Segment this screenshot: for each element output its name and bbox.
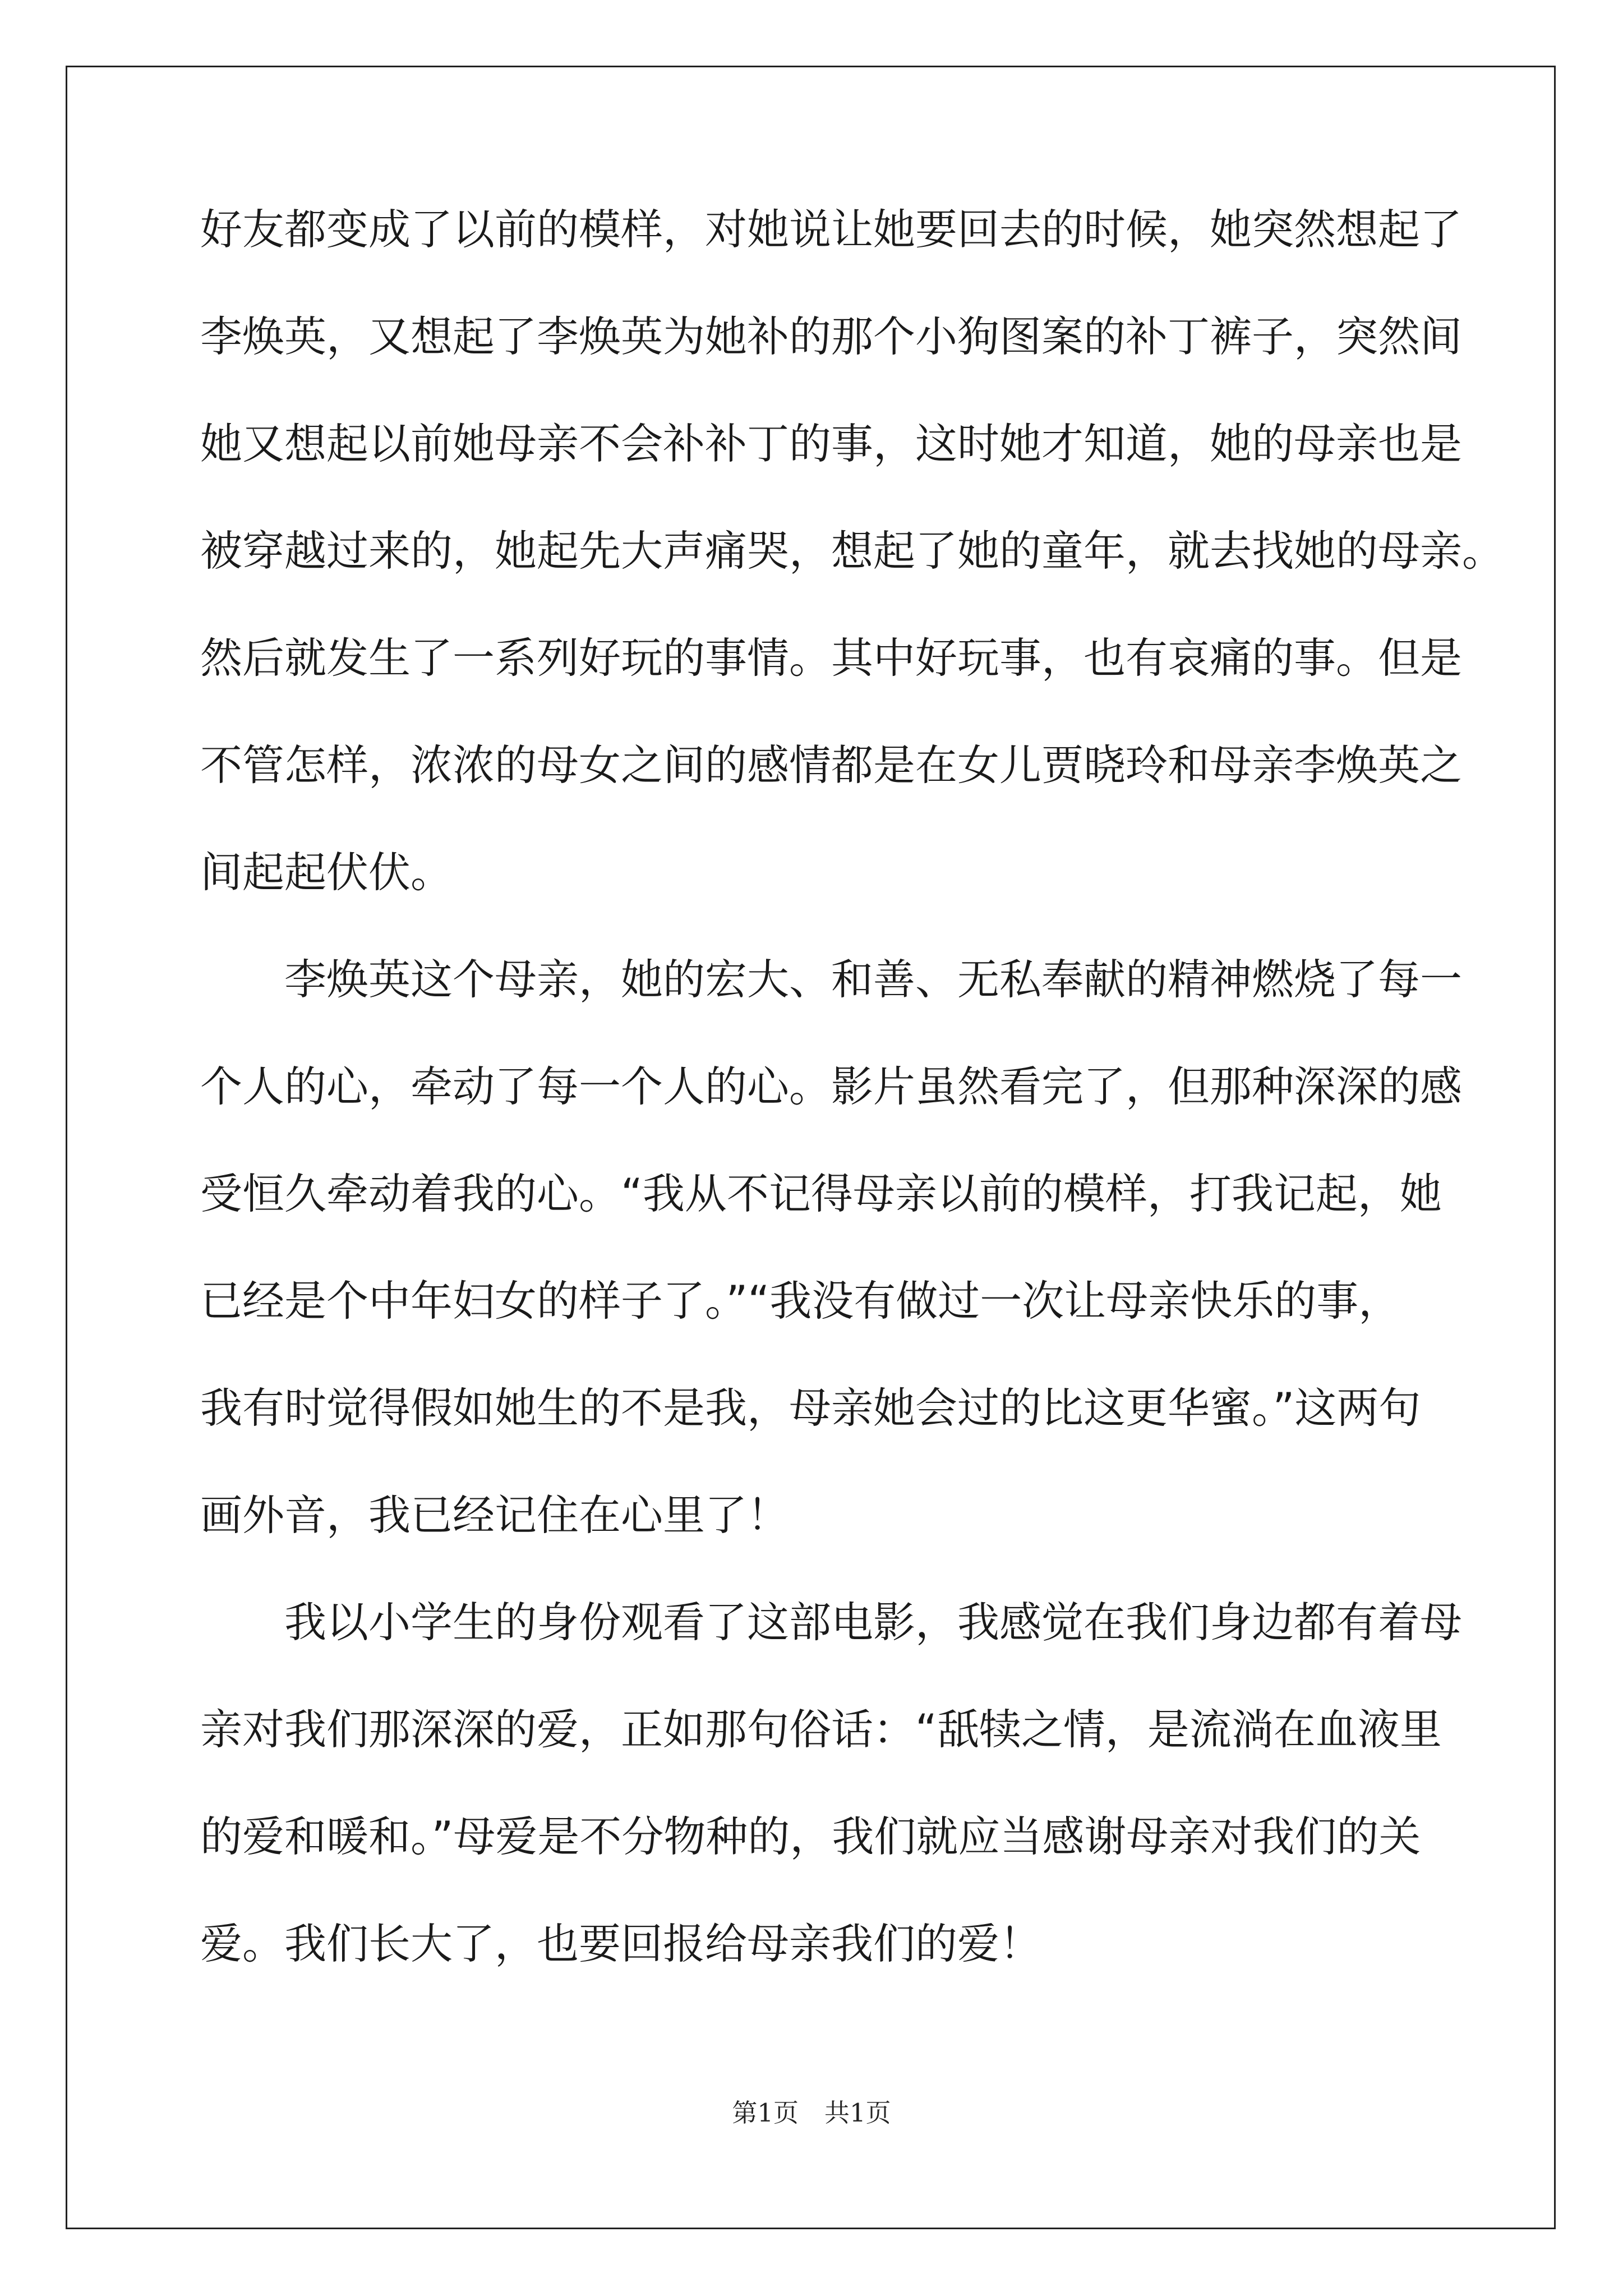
text-line: 个人的心，牵动了每一个人的心。影片虽然看完了，但那种深深的感 [200, 1062, 1463, 1111]
text-line: 被穿越过来的，她起先大声痛哭，想起了她的童年，就去找她的母亲。 [200, 526, 1505, 576]
paragraph-2 [200, 949, 1462, 1592]
text-line: 好友都变成了以前的模样，对她说让她要回去的时候，她突然想起了 [200, 205, 1463, 254]
page-number-label: 第1页 [732, 2098, 799, 2128]
page-footer [0, 2096, 1623, 2130]
text-line: 不管怎样，浓浓的母女之间的感情都是在女儿贾晓玲和母亲李焕英之 [200, 740, 1463, 790]
document-body [200, 199, 1505, 2021]
text-line: 我有时觉得假如她生的不是我，母亲她会过的比这更华蜜。”这两句 [200, 1383, 1421, 1433]
text-line: 亲对我们那深深的爱，正如那句俗话：“舐犊之情，是流淌在血液里 [200, 1705, 1442, 1754]
total-pages-label: 共1页 [824, 2098, 891, 2128]
text-line: 李焕英，又想起了李焕英为她补的那个小狗图案的补丁裤子，突然间 [200, 312, 1463, 361]
text-line: 画外音，我已经记住在心里了！ [200, 1490, 790, 1540]
text-line: 然后就发生了一系列好玩的事情。其中好玩事，也有哀痛的事。但是 [200, 633, 1463, 683]
text-line: 我以小学生的身份观看了这部电影，我感觉在我们身边都有着母 [284, 1598, 1463, 1647]
paragraph-1 [200, 199, 1505, 949]
text-line: 李焕英这个母亲，她的宏大、和善、无私奉献的精神燃烧了每一 [284, 955, 1463, 1004]
paragraph-3 [200, 1592, 1462, 2021]
text-line: 的爱和暖和。”母爱是不分物种的，我们就应当感谢母亲对我们的关 [200, 1812, 1421, 1861]
text-line: 间起起伏伏。 [200, 848, 453, 897]
text-line: 她又想起以前她母亲不会补补丁的事，这时她才知道，她的母亲也是 [200, 419, 1463, 468]
text-line: 已经是个中年妇女的样子了。”“我没有做过一次让母亲快乐的事， [200, 1276, 1401, 1326]
text-line: 受恒久牵动着我的心。“我从不记得母亲以前的模样，打我记起，她 [200, 1169, 1442, 1218]
text-line: 爱。我们长大了，也要回报给母亲我们的爱！ [200, 1919, 1042, 1968]
